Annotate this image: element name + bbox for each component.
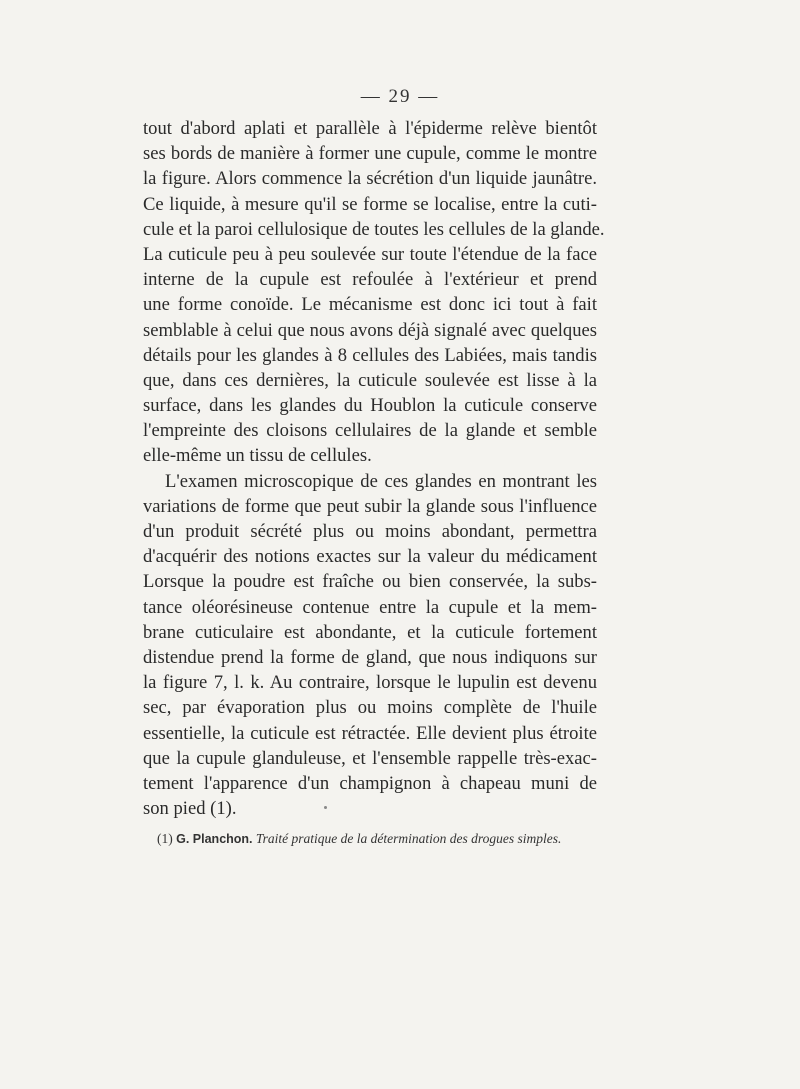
text-line: surface, dans les glandes du Houblon la cuticule conserve (143, 395, 597, 417)
footnote-marker: (1) (157, 831, 173, 846)
text-line: d'un produit sécrété plus ou moins abondant, permettra (143, 521, 597, 542)
print-speck (324, 806, 327, 809)
text-line: elle-même un tissu de cellules. (143, 445, 372, 467)
text-line: La cuticule peu à peu soulevée sur toute l'étendue de la face (143, 243, 597, 265)
footnote-title: Traité pratique de la détermination des drogues simples. (255, 831, 562, 846)
text-line: la figure 7, l. k. Au contraire, lorsque le lupulin est devenu (143, 672, 597, 694)
text-line: détails pour les glandes à 8 cellules des Labiées, mais tandis (143, 344, 597, 366)
text-line: ses bords de manière à former une cupule, comme le montre (143, 143, 597, 165)
text-line: variations de forme que peut subir la glande sous l'influence (143, 495, 597, 517)
text-line: sec, par évaporation plus ou moins complète de l'huile (143, 697, 597, 719)
text-line: interne de la cupule est refoulée à l'extérieur et prend (143, 269, 597, 291)
text-line: distendue prend la forme de gland, que nous indiquons sur (143, 646, 597, 668)
text-line: L'examen microscopique de ces glandes en montrant les (165, 470, 597, 492)
text-line: essentielle, la cuticule est rétractée. Elle devient plus étroite (143, 722, 597, 744)
text-line: d'acquérir des notions exactes sur la valeur du médicament (143, 546, 597, 568)
text-line: Ce liquide, à mesure qu'il se forme se localise, entre la cuti- (143, 193, 597, 215)
text-line: cule et la paroi cellulosique de toutes les cellules de la glande. (143, 218, 605, 240)
text-line: brane cuticulaire est abondante, et la cuticule fortement (143, 621, 597, 643)
text-line: une forme conoïde. Le mécanisme est donc ici tout à fait (143, 294, 597, 316)
text-line: tement l'apparence d'un champignon à chapeau muni de (143, 772, 597, 794)
text-line: que, dans ces dernières, la cuticule soulevée est lisse à la (143, 369, 597, 391)
footnote (157, 830, 617, 848)
text-line: semblable à celui que nous avons déjà signalé avec quelques (143, 319, 597, 341)
text-line: son pied (1). (143, 798, 237, 820)
text-line: Lorsque la poudre est fraîche ou bien conservée, la subs- (143, 571, 597, 593)
page-number: — 29 — (360, 86, 440, 107)
footnote-author: G. Planchon. (176, 832, 253, 846)
text-line: que la cupule glanduleuse, et l'ensemble rappelle très-exac- (143, 747, 597, 769)
text-line: tout d'abord aplati et parallèle à l'épiderme relève bientôt (143, 118, 597, 139)
body-text (143, 116, 605, 821)
text-line: l'empreinte des cloisons cellulaires de la glande et semble (143, 420, 597, 442)
text-line: la figure. Alors commence la sécrétion d'un liquide jaunâtre. (143, 168, 597, 190)
text-line: tance oléorésineuse contenue entre la cupule et la mem- (143, 596, 597, 618)
